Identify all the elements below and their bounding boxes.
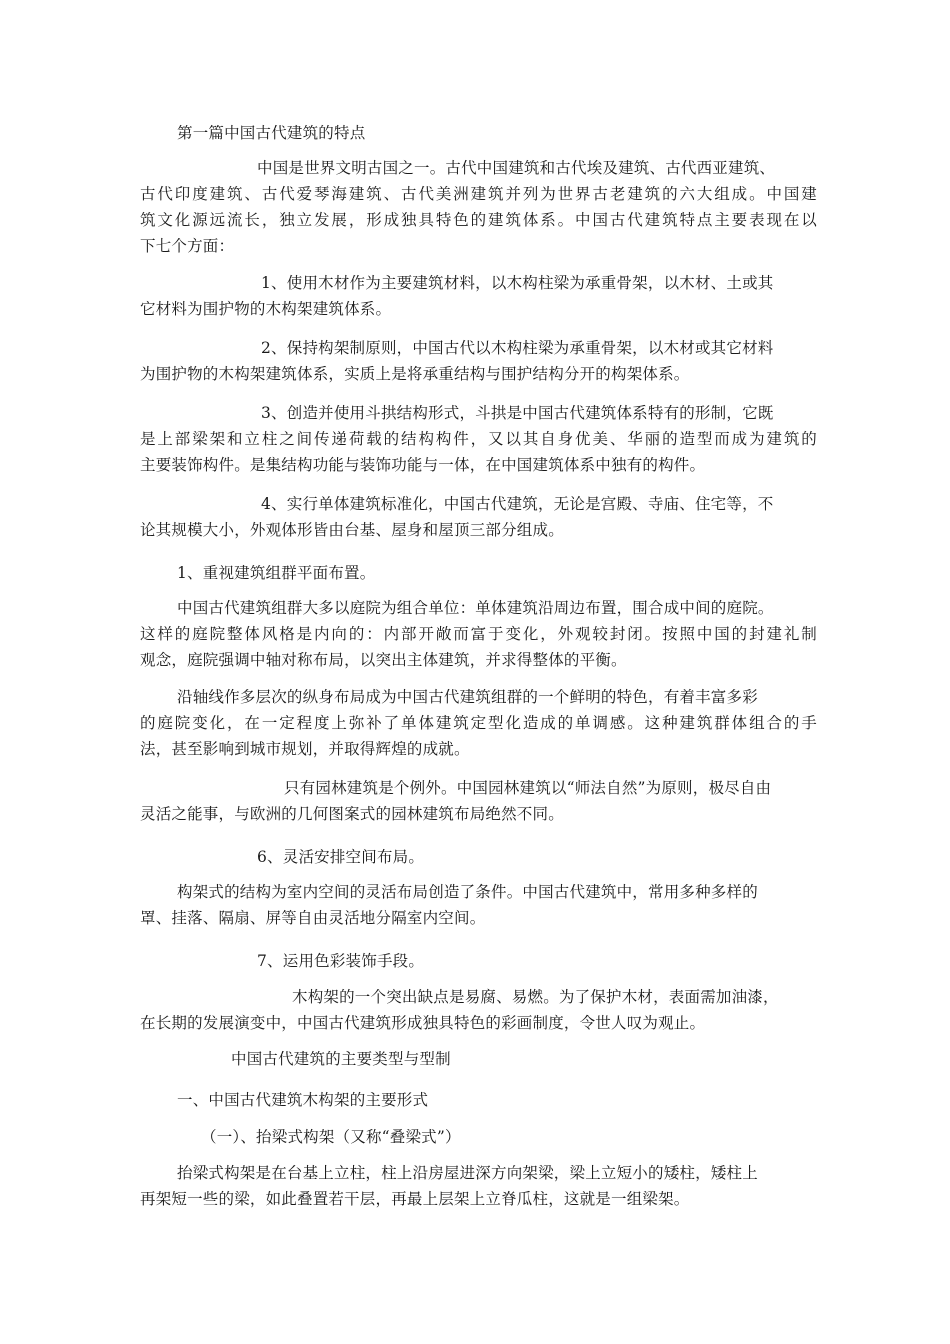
document-title: 第一篇中国古代建筑的特点: [177, 124, 366, 142]
point-6-para-line: 罩、挂落、隔扇、屏等自由灵活地分隔室内空间。: [140, 909, 486, 927]
point-5-para1-line: 这样的庭院整体风格是内向的：内部开敞而富于变化，外观较封闭。按照中国的封建礼制: [140, 625, 817, 643]
point-3-line: 3、创造并使用斗拱结构形式，斗拱是中国古代建筑体系特有的形制，它既: [261, 404, 774, 422]
point-2-line: 2、保持构架制原则，中国古代以木构柱梁为承重骨架，以木材或其它材料: [261, 339, 774, 357]
section-2-para-line: 再架短一些的梁，如此叠置若干层，再最上层架上立脊瓜柱，这就是一组梁架。: [140, 1190, 690, 1208]
section-2-subheading-2: （一）、抬梁式构架（又称“叠梁式”）: [201, 1128, 461, 1146]
point-5-para2-line: 的庭院变化，在一定程度上弥补了单体建筑定型化造成的单调感。这种建筑群体组合的手: [140, 714, 817, 732]
intro-line: 古代印度建筑、古代爱琴海建筑、古代美洲建筑并列为世界古老建筑的六大组成。中国建: [140, 185, 817, 203]
point-5-heading: 1、重视建筑组群平面布置。: [177, 564, 376, 582]
point-6-para-line: 构架式的结构为室内空间的灵活布局创造了条件。中国古代建筑中，常用多种多样的: [177, 883, 758, 901]
point-6-heading: 6、灵活安排空间布局。: [257, 848, 425, 866]
section-2-para-line: 抬梁式构架是在台基上立柱，柱上沿房屋进深方向架梁，梁上立短小的矮柱，矮柱上: [177, 1164, 758, 1182]
intro-line: 中国是世界文明古国之一。古代中国建筑和古代埃及建筑、古代西亚建筑、: [257, 159, 776, 177]
point-5-para3-line: 灵活之能事，与欧洲的几何图案式的园林建筑布局绝然不同。: [140, 805, 564, 823]
point-3-line: 是上部梁架和立柱之间传递荷载的结构构件，又以其自身优美、华丽的造型而成为建筑的: [140, 430, 817, 448]
point-2-line: 为围护物的木构架建筑体系，实质上是将承重结构与围护结构分开的构架体系。: [140, 365, 690, 383]
point-5-para1-line: 中国古代建筑组群大多以庭院为组合单位：单体建筑沿周边布置，围合成中间的庭院。: [177, 599, 774, 617]
point-4-line: 论其规模大小，外观体形皆由台基、屋身和屋顶三部分组成。: [140, 521, 564, 539]
point-4-line: 4、实行单体建筑标准化，中国古代建筑，无论是宫殿、寺庙、住宅等，不: [261, 495, 774, 513]
point-5-para3-line: 只有园林建筑是个例外。中国园林建筑以“师法自然”为原则，极尽自由: [284, 779, 772, 797]
point-5-para1-line: 观念，庭院强调中轴对称布局，以突出主体建筑，并求得整体的平衡。: [140, 651, 627, 669]
point-1-line: 它材料为围护物的木构架建筑体系。: [140, 300, 392, 318]
point-5-para2-line: 法，甚至影响到城市规划，并取得辉煌的成就。: [140, 740, 470, 758]
point-7-heading: 7、运用色彩装饰手段。: [257, 952, 425, 970]
point-1-line: 1、使用木材作为主要建筑材料，以木构柱梁为承重骨架，以木材、土或其: [261, 274, 774, 292]
point-7-para-line: 在长期的发展演变中，中国古代建筑形成独具特色的彩画制度，令世人叹为观止。: [140, 1014, 706, 1032]
point-3-line: 主要装饰构件。是集结构功能与装饰功能与一体，在中国建筑体系中独有的构件。: [140, 456, 706, 474]
intro-line: 筑文化源远流长，独立发展，形成独具特色的建筑体系。中国古代建筑特点主要表现在以: [140, 211, 817, 229]
point-5-para2-line: 沿轴线作多层次的纵身布局成为中国古代建筑组群的一个鲜明的特色，有着丰富多彩: [177, 688, 758, 706]
intro-line: 下七个方面：: [140, 237, 235, 255]
section-2-title: 中国古代建筑的主要类型与型制: [231, 1050, 451, 1068]
section-2-subheading: 一、中国古代建筑木构架的主要形式: [177, 1091, 429, 1109]
point-7-para-line: 木构架的一个突出缺点是易腐、易燃。为了保护木材，表面需加油漆，: [292, 988, 779, 1006]
